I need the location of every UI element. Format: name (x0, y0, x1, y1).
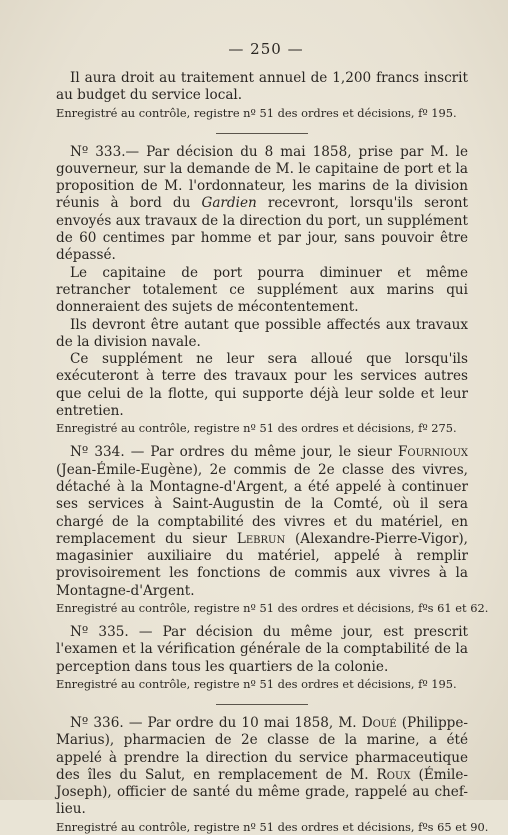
entry-number: Nº 336. (70, 714, 124, 731)
person-name: Fournioux (397, 444, 468, 461)
entry-number: Nº 333. (70, 143, 126, 160)
entry-333-registry: Enregistré au contrôle, registre nº 51 des ordres et décisions, fº 275. (56, 421, 457, 436)
entry-336-text-a: — Par ordre du 10 mai 1858, M. (123, 714, 362, 731)
entry-333-paragraph-3: Ils devront être autant que possible affectés aux travaux de la division navale. (56, 316, 468, 350)
person-name: Roux (376, 766, 411, 783)
entry-333-paragraph-1 (56, 144, 468, 265)
page-number: — 250 — (228, 40, 304, 58)
entry-336-text-c: (Émile-Joseph), officier de santé du même grade, rappelé au chef-lieu. (56, 766, 469, 818)
person-name: Doué (361, 714, 397, 731)
entry-336-text-b: (Philippe-Marius), pharmacien de 2e classe de la marine, a été appelé à prendre la direction du service pharmaceutique des îles du Salut, en remplacement de M. (56, 714, 468, 783)
entry-335 (56, 624, 468, 692)
entry-336-paragraph (56, 715, 468, 819)
entry-336 (56, 714, 489, 835)
section-divider (216, 133, 308, 134)
entry-333-paragraph-2: Le capitaine de port pourra diminuer et même retrancher totalement ce supplément aux marins qui donneraient des sujets de mécontentement. (56, 264, 468, 316)
entry-334-text-c: (Alexandre-Pierre-Vigor), magasinier auxiliaire du matériel, appelé à remplir provisoirement les fonctions de commis aux vivres à la Montagne-d'Argent. (56, 530, 468, 599)
entry-334-text-a: — Par ordres du même jour, le sieur (124, 444, 398, 461)
entry-334 (56, 444, 489, 616)
entry-333-text: — Par décision du 8 mai 1858, prise par M. le gouverneur, sur la demande de M. le capitaine de port et la proposition de M. l'ordonnateur, les marins de la division réunis à bord du (56, 143, 468, 212)
person-name: Lebrun (236, 530, 286, 547)
entry-333 (56, 144, 468, 437)
entry-333-paragraph-4: Ce supplément ne leur sera alloué que lorsqu'ils exécuteront à terre des travaux pour les services autres que celui de la flotte, qui supporte déjà leur solde et leur entretien. (56, 351, 468, 420)
entry-336-registry: Enregistré au contrôle, registre nº 51 des ordres et décisions, fºs 65 et 90. (56, 819, 489, 834)
entry-335-text: — Par décision du même jour, est prescrit l'examen et la vérification générale de la comptabilité de la perception dans tous les quartiers de la colonie. (56, 624, 469, 675)
entry-334-text-b: (Jean-Émile-Eugène), 2e commis de 2e classe des vivres, détaché à la Montagne-d'Argent, a été appelé à continuer ses services à Saint-Augustin de la Comté, où il sera chargé de la comptabilité des vivres et du matériel, en remplacement du sieur (56, 461, 468, 547)
entry-335-registry: Enregistré au contrôle, registre nº 51 des ordres et décisions, fº 195. (56, 676, 457, 691)
entry-335-paragraph (56, 624, 468, 676)
entry-number: Nº 334. (70, 444, 125, 461)
entry-333-text-tail: recevront, lorsqu'ils seront envoyés aux travaux de la direction du port, un supplément de 60 centimes par homme et par jour, sans pouvoir être dépassé. (56, 195, 469, 264)
intro-registry: Enregistré au contrôle, registre nº 51 des ordres et décisions, fº 195. (56, 105, 457, 120)
ship-name: Gardien (201, 195, 257, 212)
intro-section (56, 70, 468, 121)
intro-text: Il aura droit au traitement annuel de 1,200 francs inscrit au budget du service local. (56, 70, 468, 104)
entry-334-paragraph (56, 444, 468, 600)
entry-334-registry: Enregistré au contrôle, registre nº 51 des ordres et décisions, fºs 61 et 62. (56, 601, 489, 616)
section-divider (216, 704, 308, 705)
entry-number: Nº 335. (70, 624, 129, 641)
